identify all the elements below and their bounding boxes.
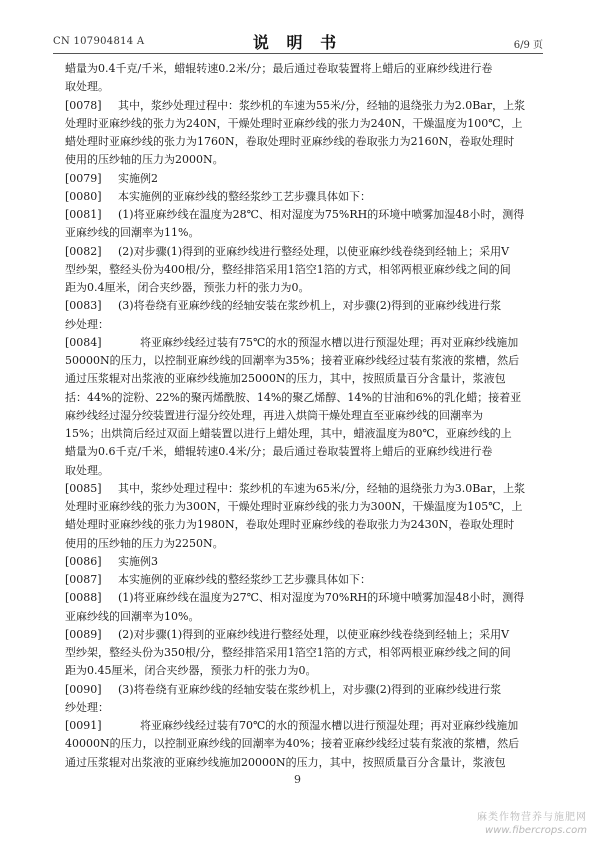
paragraph-line-text: 将亚麻纱线经过装有70℃的水的预湿水槽以进行预湿处理；再对亚麻纱线施加 xyxy=(140,719,519,732)
paragraph-first-line xyxy=(65,188,543,206)
paragraph-line-text: 其中，浆纱处理过程中：浆纱机的车速为65米/分，经轴的退绕张力为3.0Bar，上浆 xyxy=(118,481,526,495)
paragraph xyxy=(65,553,543,571)
paragraph-first-line xyxy=(65,206,543,224)
paragraph-first-line xyxy=(65,97,543,115)
paragraph-number: [0090] xyxy=(65,682,102,696)
paragraph-line-text: (2)对步骤(1)得到的亚麻纱线进行整经处理，以使亚麻纱线卷绕到经轴上；采用V xyxy=(118,627,510,641)
paragraph-line: 处理时亚麻纱线的张力为300N，干燥处理时亚麻纱线的张力为300N，干燥温度为105℃，上 xyxy=(65,500,523,513)
paragraph xyxy=(65,571,543,589)
paragraph-number: [0078] xyxy=(65,98,102,112)
paragraph-line: 距为0.45厘米，闭合夹纱器，预张力杆的张力为0。 xyxy=(65,664,317,678)
paragraph-line-text: (2)对步骤(1)得到的亚麻纱线进行整经处理，以使亚麻纱线卷绕到经轴上；采用V xyxy=(118,244,510,258)
paragraph-first-line xyxy=(65,334,543,352)
paragraph-first-line xyxy=(65,571,543,589)
paragraph xyxy=(65,480,543,553)
paragraph-number: [0082] xyxy=(65,244,102,258)
paragraph-line: 通过压浆辊对出浆液的亚麻纱线施加25000N的压力，其中，按照质量百分含量计，浆液包 xyxy=(65,372,506,386)
paragraph xyxy=(65,97,543,170)
paragraph-line: 麻纱线经过湿分绞装置进行湿分绞处理，再进入烘筒干燥处理直至亚麻纱线的回潮率为 xyxy=(65,408,483,422)
paragraph-number: [0088] xyxy=(65,591,102,605)
paragraph-line: 型纱架，整经头份为350根/分，整经排箔采用1箔空1箔的方式，相邻两根亚麻纱线之间的间 xyxy=(65,646,511,659)
paragraph-first-line xyxy=(65,297,543,315)
paragraph-number: [0085] xyxy=(65,481,102,495)
paragraph-line: 通过压浆辊对出浆液的亚麻纱线施加20000N的压力，其中，按照质量百分含量计，浆液包 xyxy=(65,755,506,769)
paragraph-line: 距为0.4厘米，闭合夹纱器，预张力杆的张力为0。 xyxy=(65,281,310,294)
paragraph xyxy=(65,681,543,718)
watermark-site-name: 麻类作物营养与施肥网 xyxy=(477,812,587,823)
paragraph-number: [0079] xyxy=(65,171,102,185)
paragraph-line: 50000N的压力，以控制亚麻纱线的回潮率为35%；接着亚麻纱线经过装有浆液的浆槽，然后 xyxy=(65,354,520,367)
paragraph-line-text: 本实施例的亚麻纱线的整经浆纱工艺步骤具体如下： xyxy=(118,189,371,203)
paragraph-number: [0083] xyxy=(65,299,102,313)
page-number: 9 xyxy=(294,773,301,786)
paragraph xyxy=(65,243,543,298)
paragraph-first-line xyxy=(65,170,543,188)
paragraph-line: 40000N的压力，以控制亚麻纱线的回潮率为40%；接着亚麻纱线经过装有浆液的浆槽，然后 xyxy=(65,737,520,751)
paragraph-line: 使用的压纱轴的压力为2000N。 xyxy=(65,153,224,167)
paragraph-line: 亚麻纱线的回潮率为11%。 xyxy=(65,226,200,240)
paragraph-number: [0091] xyxy=(65,719,102,732)
paragraph-number: [0081] xyxy=(65,208,102,221)
paragraph-line: 蜡量为0.4千克/千米，蜡辊转速0.2米/分；最后通过卷取装置将上蜡后的亚麻纱线进行卷 xyxy=(65,62,493,75)
paragraph-line-text: (1)将亚麻纱线在温度为27℃、相对湿度为70%RH的环境中喷雾加湿48小时，测得 xyxy=(118,591,525,605)
paragraph-first-line xyxy=(65,553,543,571)
paragraph-line-text: 实施例2 xyxy=(118,171,158,185)
paragraph xyxy=(65,589,543,626)
paragraph-line: 蜡处理时亚麻纱线的张力为1980N，卷取处理时亚麻纱线的卷取张力为2430N，卷取处理时 xyxy=(65,518,515,532)
paragraph xyxy=(65,60,543,97)
paragraph-line: 取处理。 xyxy=(65,80,109,94)
patent-number: CN 107904814 A xyxy=(53,36,145,47)
paragraph-line: 取处理。 xyxy=(65,463,109,477)
paragraph-number: [0086] xyxy=(65,554,102,568)
paragraph-number: [0080] xyxy=(65,189,102,203)
paragraph xyxy=(65,170,543,188)
paragraph-line: 括：44%的淀粉、22%的聚丙烯酰胺、14%的聚乙烯醇、14%的甘油和6%的乳化蜡；接着亚 xyxy=(65,390,522,404)
paragraph-first-line xyxy=(65,243,543,261)
page-header xyxy=(0,0,595,56)
paragraph-line: 使用的压纱轴的压力为2250N。 xyxy=(65,536,224,550)
paragraph-first-line xyxy=(65,626,543,644)
paragraph-number: [0087] xyxy=(65,573,102,586)
paragraph xyxy=(65,188,543,206)
paragraph-line: 处理时亚麻纱线的张力为240N，干燥处理时亚麻纱线的张力为240N，干燥温度为100℃，上 xyxy=(65,116,523,130)
paragraph-line-text: (3)将卷绕有亚麻纱线的经轴安装在浆纱机上，对步骤(2)得到的亚麻纱线进行浆 xyxy=(118,299,502,313)
paragraph-line: 型纱架，整经头份为400根/分，整经排箔采用1箔空1箔的方式，相邻两根亚麻纱线之间的间 xyxy=(65,262,511,276)
paragraph-line: 蜡量为0.6千克/千米，蜡辊转速0.4米/分；最后通过卷取装置将上蜡后的亚麻纱线进行卷 xyxy=(65,445,493,459)
paragraph-first-line xyxy=(65,717,543,735)
paragraph-first-line xyxy=(65,589,543,607)
paragraph-line-text: (3)将卷绕有亚麻纱线的经轴安装在浆纱机上，对步骤(2)得到的亚麻纱线进行浆 xyxy=(118,682,502,696)
paragraph xyxy=(65,334,543,480)
paragraph xyxy=(65,297,543,334)
paragraph-line-text: 将亚麻纱线经过装有75℃的水的预湿水槽以进行预湿处理；再对亚麻纱线施加 xyxy=(140,335,519,349)
paragraph-line: 纱处理： xyxy=(65,700,109,714)
paragraph-line-text: (1)将亚麻纱线在温度为28℃、相对湿度为75%RH的环境中喷雾加湿48小时，测得 xyxy=(118,208,525,221)
paragraph-line-text: 本实施例的亚麻纱线的整经浆纱工艺步骤具体如下： xyxy=(118,573,371,586)
paragraph-line-text: 实施例3 xyxy=(118,554,158,568)
page-indicator: 6/9 页 xyxy=(513,40,543,51)
paragraph-number: [0084] xyxy=(65,335,102,349)
header-divider xyxy=(53,53,543,54)
document-body xyxy=(65,60,543,772)
paragraph-first-line xyxy=(65,480,543,498)
paragraph-line: 蜡处理时亚麻纱线的张力为1760N，卷取处理时亚麻纱线的卷取张力为2160N，卷取处理时 xyxy=(65,135,515,148)
paragraph xyxy=(65,626,543,681)
watermark xyxy=(477,808,587,836)
paragraph-first-line xyxy=(65,681,543,699)
paragraph-line: 15%；出烘筒后经过双面上蜡装置以进行上蜡处理，其中，蜡液温度为80℃，亚麻纱线的上 xyxy=(65,427,512,440)
paragraph-line: 亚麻纱线的回潮率为10%。 xyxy=(65,609,200,623)
paragraph-number: [0089] xyxy=(65,627,102,641)
paragraph xyxy=(65,206,543,243)
paragraph-line-text: 其中，浆纱处理过程中：浆纱机的车速为55米/分，经轴的退绕张力为2.0Bar，上浆 xyxy=(118,98,526,112)
paragraph xyxy=(65,717,543,772)
watermark-url: www.fibercrops.com xyxy=(485,825,587,836)
paragraph-line: 纱处理： xyxy=(65,317,109,331)
document-title: 说 明 书 xyxy=(252,33,343,52)
